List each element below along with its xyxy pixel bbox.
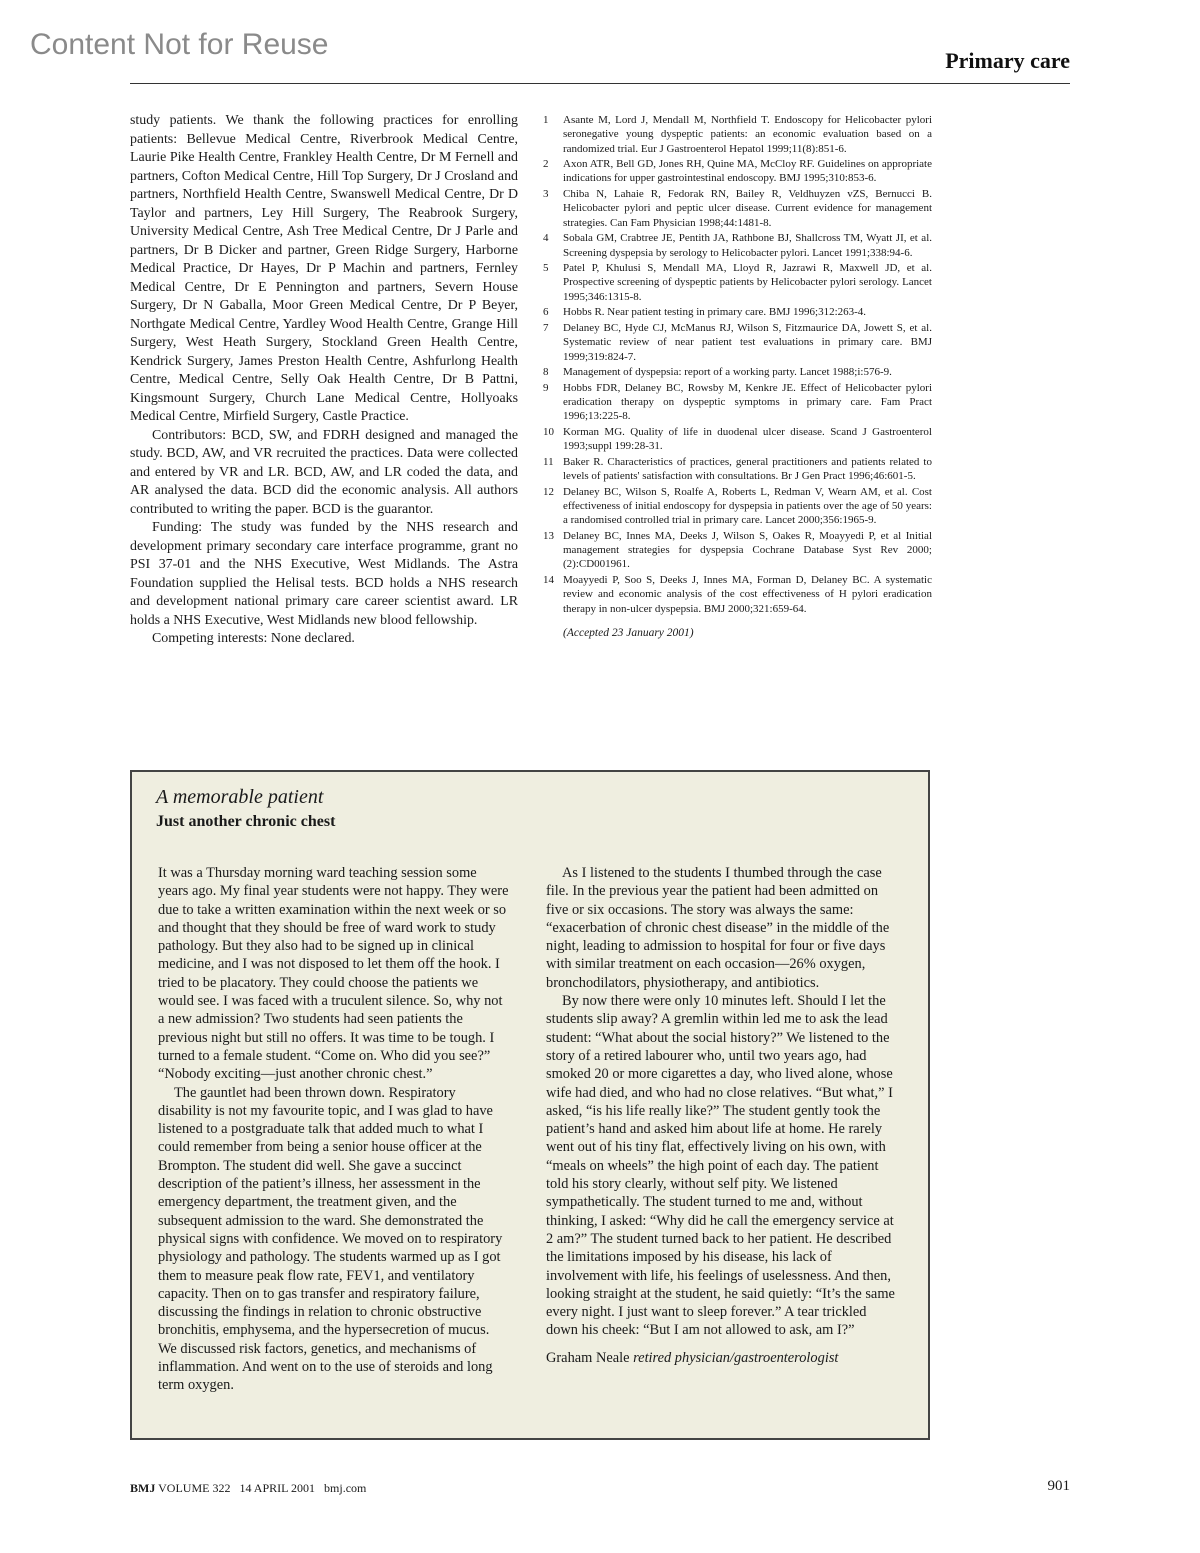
reference-number: 8: [543, 366, 549, 379]
reference-text: Management of dyspepsia: report of a working party. Lancet 1988;i:576-9.: [563, 366, 892, 379]
box-kicker: A memorable patient: [156, 786, 324, 808]
reference-item: [543, 529, 932, 572]
reference-text: Chiba N, Lahaie R, Fedorak RN, Bailey R, Veldhuyzen vZS, Bernucci B. Helicobacter pylori and peptic ulcer disease. Current evidence for management strategies. Can Fam Physician 1998;44:1481-8.: [563, 188, 932, 229]
box-paragraph: It was a Thursday morning ward teaching session some years ago. My final year students were not happy. They were due to take a written examination within the next week or so and thought that they should be free of ward work to study pathology. But they also had to be signed up in clinical medicine, and I was not disposed to let them off the hook. I tried to be placatory. They could choose the patients we would see. I was faced with a truculent silence. So, why not a new admission? Two students had seen patients the previous night but still no offers. It was time to be tough. I turned to a female student. “Come on. Who did you see?” “Nobody exciting—just another chronic chest.”: [158, 865, 509, 1083]
reference-item: [543, 187, 932, 230]
reference-text: Delaney BC, Wilson S, Roalfe A, Roberts L, Redman V, Wearn AM, et al. Cost effectiveness of initial endoscopy for dyspepsia in patients over the age of 50 years: a randomised controlled trial in primary care. Lancet 2000;356:1965-9.: [563, 485, 932, 527]
reference-text: Hobbs FDR, Delaney BC, Rowsby M, Kenkre JE. Effect of Helicobacter pylori eradication therapy on dyspeptic symptoms in primary care. Fam Pract 1996;13:225-8.: [563, 381, 932, 423]
reference-item: [543, 365, 932, 379]
reference-number: 10: [543, 425, 554, 438]
contributors-text: Contributors: BCD, SW, and FDRH designed and managed the study. BCD, AW, and VR recruited the practices. Data were collected and entered by VR and LR. BCD, AW, and LR coded the data, and AR analysed the data. BCD did the economic analysis. All authors contributed to writing the paper. BCD is the guarantor.: [130, 427, 518, 517]
reference-item: [543, 381, 932, 424]
reference-item: [543, 321, 932, 364]
box-paragraph: As I listened to the students I thumbed through the case file. In the previous year the patient had been admitted on five or six occasions. The story was always the same: “exacerbation of chronic chest disease” in the middle of the night, leading to admission to hospital for four or five days with similar treatment on each occasion—26% oxygen, bronchodilators, physiotherapy, and antibiotics.: [546, 865, 890, 991]
reference-text: Asante M, Lord J, Mendall M, Northfield T. Endoscopy for Helicobacter pylori seronegative young dyspeptic patients: an economic evaluation based on a randomized trial. Eur J Gastroenterol Hepatol 1999;11(8):851-6.: [563, 114, 932, 155]
reference-number: 1: [543, 114, 549, 126]
box-column-right: [546, 864, 898, 1367]
accepted-date: (Accepted 23 January 2001): [563, 626, 694, 639]
reference-text: Axon ATR, Bell GD, Jones RH, Quine MA, McCloy RF. Guidelines on appropriate indications for upper gastrointestinal endoscopy. BMJ 1995;310:853-6.: [563, 158, 932, 185]
reference-number: 6: [543, 306, 549, 319]
author-name: Graham Neale: [546, 1349, 630, 1366]
reference-text: Patel P, Khulusi S, Mendall MA, Lloyd R, Jazrawi R, Maxwell JD, et al. Prospective screening of dyspeptic patients by Helicobacter pylori serology. Lancet 1995;346:1315-8.: [563, 262, 932, 303]
header-rule: [130, 83, 1070, 84]
section-title: Primary care: [945, 48, 1070, 73]
box-column-left: [158, 864, 510, 1395]
reference-number: 12: [543, 485, 554, 498]
reference-text: Hobbs R. Near patient testing in primary care. BMJ 1996;312:263-4.: [563, 306, 867, 319]
reference-number: 2: [543, 158, 549, 171]
reference-item: [543, 425, 932, 454]
reference-item: [543, 113, 932, 156]
reference-item: [543, 261, 932, 304]
reference-number: 13: [543, 529, 554, 542]
reference-item: [543, 485, 932, 528]
footer-journal: BMJ: [130, 1481, 156, 1495]
footer-issue: VOLUME 322 14 APRIL 2001 bmj.com: [158, 1481, 367, 1495]
reference-text: Sobala GM, Crabtree JE, Pentith JA, Rathbone BJ, Shallcross TM, Wyatt JI, et al. Screening dyspepsia by serology to Helicobacter pylori. Lancet 1991;338:94-6.: [563, 232, 932, 259]
footer-citation: [130, 1481, 366, 1496]
reference-text: Delaney BC, Innes MA, Deeks J, Wilson S, Oakes R, Moayyedi P, et al Initial management strategies for dyspepsia Cochrane Database Syst Rev 2000;(2):CD001961.: [563, 529, 932, 571]
reference-number: 7: [543, 321, 549, 334]
reference-number: 4: [543, 232, 549, 245]
page-number: 901: [1047, 1478, 1070, 1494]
reference-number: 5: [543, 262, 549, 275]
author-role: retired physician/gastroenterologist: [633, 1349, 839, 1366]
reference-number: 9: [543, 381, 549, 394]
author-signature: [546, 1349, 898, 1367]
watermark: Content Not for Reuse: [30, 28, 329, 61]
reference-text: Moayyedi P, Soo S, Deeks J, Innes MA, Forman D, Delaney BC. A systematic review and economic analysis of the cost effectiveness of H pylori eradication therapy in non-ulcer dyspepsia. BMJ 2000;321:659-64.: [563, 574, 932, 615]
reference-item: [543, 157, 932, 186]
reference-item: [543, 231, 932, 260]
memorable-patient-box: [130, 770, 930, 1440]
reference-text: Delaney BC, Hyde CJ, McManus RJ, Wilson S, Fitzmaurice DA, Jowett S, et al. Systematic review of near patient test evaluations in primary care. BMJ 1999;319:824-7.: [563, 321, 932, 363]
reference-item: [543, 455, 932, 484]
reference-number: 14: [543, 574, 554, 587]
reference-text: Baker R. Characteristics of practices, general practitioners and patients related to levels of patients' satisfaction with consultations. Br J Gen Pract 1996;46:601-5.: [563, 455, 932, 483]
box-paragraph: The gauntlet had been thrown down. Respiratory disability is not my favourite topic, and I was glad to have listened to a postgraduate talk that added much to what I could remember from being a senior house officer at the Brompton. The student did well. She gave a succinct description of the patient’s illness, her assessment in the emergency department, the treatment given, and the subsequent admission to the ward. She demonstrated the physical signs with confidence. We moved on to respiratory physiology and pathology. The students warmed up as I got them to measure peak flow rate, FEV1, and ventilatory capacity. Then on to gas transfer and respiratory failure, discussing the findings in relation to chronic obstructive bronchitis, emphysema, and the hypersecretion of mucus. We discussed risk factors, genetics, and mechanisms of inflammation. And went on to the use of steroids and long term oxygen.: [158, 1084, 503, 1394]
reference-number: 11: [543, 455, 554, 468]
acknowledgements-column: [130, 112, 518, 649]
box-paragraph: By now there were only 10 minutes left. Should I let the students slip away? A gremlin within led me to ask the lead student: “What about the social history?” We listened to the story of a retired labourer who, until two years ago, had smoked 20 or more cigarettes a day, who lived alone, whose wife had died, and who had no close relatives. “But what,” I asked, “is his life really like?” The student gently took the patient’s hand and asked him about life at home. He rarely went out of his tiny flat, effectively living on his own, with “meals on wheels” the high point of each day. The patient told his story clearly, without self pity. We listened sympathetically. The student turned to me and, without thinking, I asked: “Why did he call the emergency service at 2 am?” The student turned back to her patient. He described the limitations imposed by his disease, his lack of involvement with life, his feelings of uselessness. And then, looking straight at the student, he said quietly: “It’s the same every night. I just want to sleep forever.” A tear trickled down his cheek: “But I am not allowed to ask, am I?”: [546, 993, 895, 1339]
reference-item: [543, 573, 932, 616]
box-title: Just another chronic chest: [156, 813, 336, 830]
acknowledgements-text: study patients. We thank the following practices for enrolling patients: Bellevue Medical Centre, Riverbrook Medical Centre, Laurie Pike Health Centre, Frankley Health Centre, Dr M Fernell and partners, Cofton Medical Centre, Hill Top Surgery, Dr J Crosland and partners, Northfield Health Centre, Swanswell Medical Centre, Dr D Taylor and partners, Ley Hill Surgery, The Reabrook Surgery, University Medical Centre, Ash Tree Medical Centre, Dr J Parle and partners, Dr B Dicker and partner, Green Ridge Surgery, Harborne Medical Practice, Dr Hayes, Dr P Machin and partners, Fernley Medical Centre, Dr E Pennington and partners, Severn House Surgery, Dr N Gaballa, Moor Green Medical Centre, Dr P Beyer, Northgate Medical Centre, Yardley Wood Health Centre, Grange Hill Surgery, West Heath Surgery, Stockland Green Health Centre, Kendrick Surgery, James Preston Health Centre, Ashfurlong Health Centre, Medical Centre, Selly Oak Health Centre, Dr B Pattni, Kingsmount Surgery, Church Lane Medical Centre, Hollyoaks Medical Centre, Mirfield Surgery, Castle Practice.: [130, 113, 518, 424]
reference-number: 3: [543, 188, 549, 201]
funding-text: Funding: The study was funded by the NHS research and development primary secondary care interface programme, grant no PSI 37-01 and the NHS Executive, West Midlands. The Astra Foundation supplied the Helisal tests. BCD holds a NHS research and development national primary care career scientist award. LR holds a NHS Executive, West Midlands new blood fellowship.: [130, 520, 518, 628]
reference-item: [543, 305, 932, 319]
reference-text: Korman MG. Quality of life in duodenal ulcer disease. Scand J Gastroenterol 1993;suppl 199:28-31.: [563, 425, 932, 453]
competing-interests-text: Competing interests: None declared.: [152, 631, 355, 646]
references-list: [543, 113, 932, 640]
